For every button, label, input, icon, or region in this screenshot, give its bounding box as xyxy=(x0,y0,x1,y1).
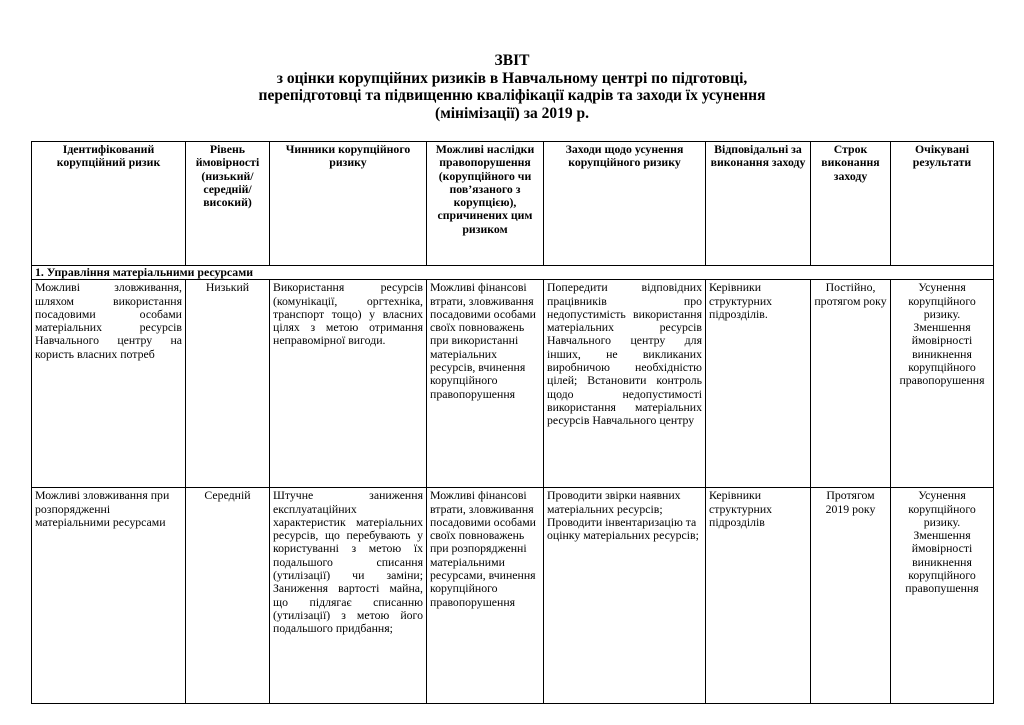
risk-table xyxy=(31,141,994,704)
header-risk: Ідентифікований корупційний ризик xyxy=(32,142,186,266)
header-measures: Заходи щодо усунення корупційного ризику xyxy=(544,142,706,266)
cell-results: Усунення корупційного ризику. Зменшення ймовірності виникнення корупційного правопушення xyxy=(891,488,994,704)
cell-risk: Можливі зловживання, шляхом використання посадовими особами матеріальних ресурсів Навчального центру на користь власних потреб xyxy=(32,280,186,488)
cell-consequences: Можливі фінансові втрати, зловживання посадовими особами своїх повноважень при використанні матеріальних ресурсів, вчинення корупційного правопорушення xyxy=(427,280,544,488)
title-line-3: перепідготовці та підвищенню кваліфікації кадрів та заходи їх усунення xyxy=(258,87,766,104)
cell-level: Середній xyxy=(186,488,270,704)
cell-responsible: Керівники структурних підрозділів xyxy=(706,488,811,704)
cell-consequences: Можливі фінансові втрати, зловживання посадовими особами своїх повноважень при розпорядженні матеріальними ресурсами, вчинення корупційного правопорушення xyxy=(427,488,544,704)
table-row xyxy=(32,488,994,704)
cell-level: Низький xyxy=(186,280,270,488)
title-line-2: з оцінки корупційних ризиків в Навчальному центрі по підготовці, xyxy=(276,69,748,87)
table-header-row xyxy=(32,142,994,266)
table-row xyxy=(32,280,994,488)
cell-risk: Можливі зловживання при розпорядженні матеріальними ресурсами xyxy=(32,488,186,704)
header-term: Строк виконання заходу xyxy=(811,142,891,266)
cell-term: Протягом 2019 року xyxy=(811,488,891,704)
cell-term: Постійно, протягом року xyxy=(811,280,891,488)
header-level: Рівень ймовірності (низький/ середній/ високий) xyxy=(186,142,270,266)
title-line-1: ЗВІТ xyxy=(494,52,530,69)
cell-responsible: Керівники структурних підрозділів. xyxy=(706,280,811,488)
report-title xyxy=(0,52,1024,122)
cell-results: Усунення корупційного ризику. Зменшення ймовірності виникнення корупційного правопорушення xyxy=(891,280,994,488)
title-line-4: (мінімізації) за 2019 р. xyxy=(435,104,589,122)
cell-measures: Проводити звірки наявних матеріальних ресурсів; Проводити інвентаризацію та оцінку матеріальних ресурсів; xyxy=(544,488,706,704)
cell-factors: Використання ресурсів (комунікації, оргтехніка, транспорт тощо) у власних цілях з метою отримання неправомірної вигоди. xyxy=(270,280,427,488)
cell-factors: Штучне заниження експлуатаційних характеристик матеріальних ресурсів, що перебувають у користуванні з метою їх подальшого списання (утилізації) чи заміни; Заниження вартості майна, що підлягає списанню (утилізації) з метою його подальшого придбання; xyxy=(270,488,427,704)
header-responsible: Відповідальні за виконання заходу xyxy=(706,142,811,266)
header-factors: Чинники корупційного ризику xyxy=(270,142,427,266)
header-consequences: Можливі наслідки правопорушення (корупційного чи пов’язаного з корупцією), спричинених цим ризиком xyxy=(427,142,544,266)
header-results: Очікувані результати xyxy=(891,142,994,266)
section-title: 1. Управління матеріальними ресурсами xyxy=(32,266,994,280)
section-row xyxy=(32,266,994,280)
cell-measures: Попередити відповідних працівників про недопустимість використання матеріальних ресурсів Навчального центру для інших, не викликаних виробничою необхідністю цілей; Встановити контроль щодо недопустимості використання матеріальних ресурсів Навчального центру xyxy=(544,280,706,488)
